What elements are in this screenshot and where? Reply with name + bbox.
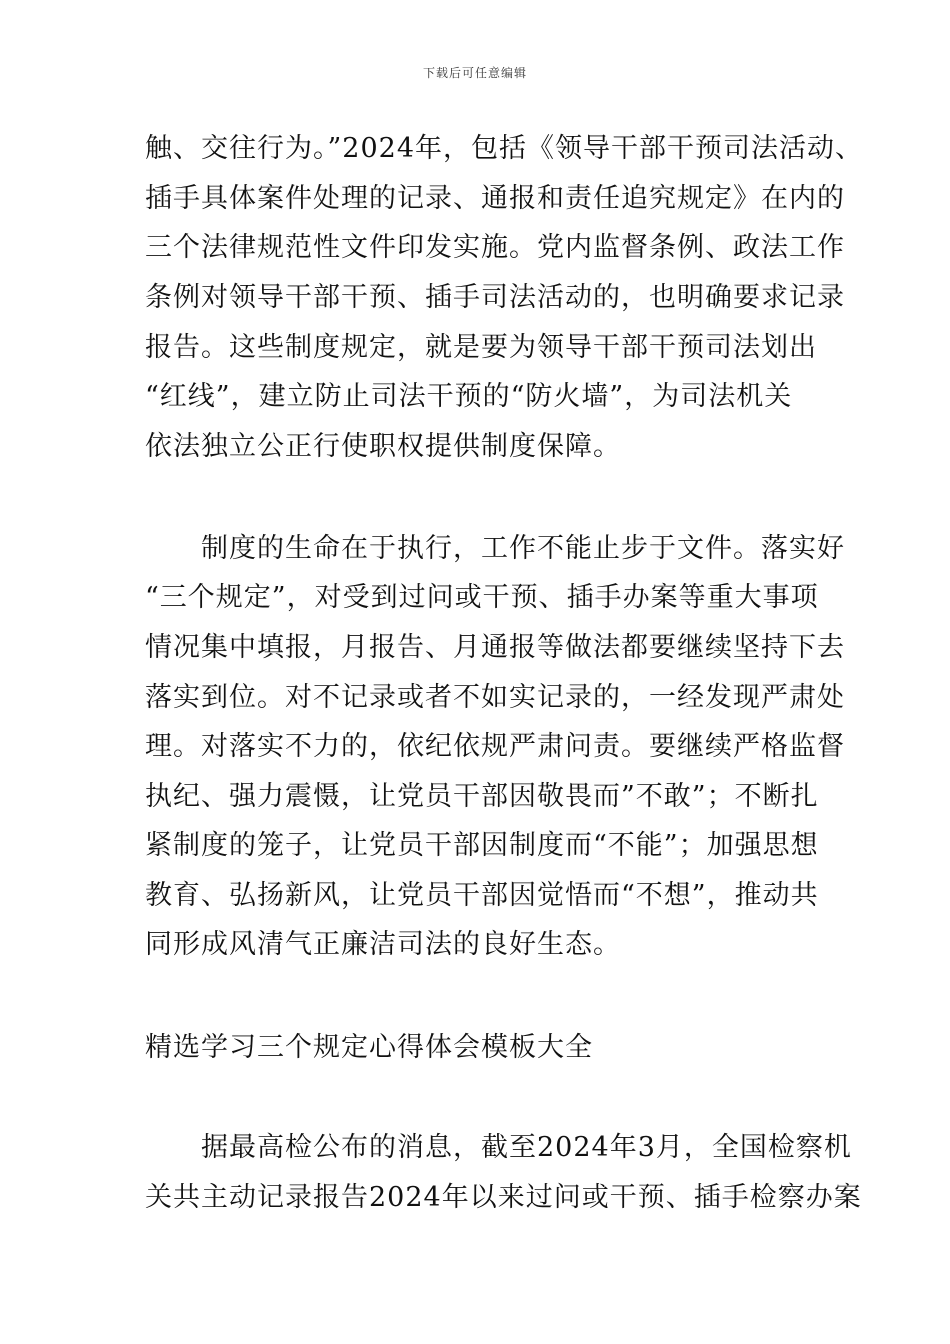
text-line: 同形成风清气正廉洁司法的良好生态。 bbox=[145, 929, 621, 960]
text-line: 依法独立公正行使职权提供制度保障。 bbox=[145, 431, 621, 462]
text-line: “红线”，建立防止司法干预的“防火墙”，为司法机关 bbox=[145, 381, 793, 412]
section-title: 精选学习三个规定心得体会模板大全 bbox=[145, 1032, 593, 1063]
text-line: “三个规定”，对受到过问或干预、插手办案等重大事项 bbox=[145, 582, 819, 613]
text-line: 执纪、强力震慑，让党员干部因敬畏而”不敢”；不断扎 bbox=[145, 781, 819, 812]
text-line: 教育、弘扬新风，让党员干部因觉悟而“不想”，推动共 bbox=[145, 880, 819, 911]
text-line: 插手具体案件处理的记录、通报和责任追究规定》在内的 bbox=[145, 183, 845, 214]
text-line: 关共主动记录报告2024年以来过问或干预、插手检察办案 bbox=[145, 1182, 862, 1213]
text-line: 条例对领导干部干预、插手司法活动的，也明确要求记录 bbox=[145, 282, 845, 313]
text-line: 理。对落实不力的，依纪依规严肃问责。要继续严格监督 bbox=[145, 731, 845, 762]
text-line: 紧制度的笼子，让党员干部因制度而“不能”；加强思想 bbox=[145, 830, 819, 861]
text-line: 触、交往行为。”2024年，包括《领导干部干预司法活动、 bbox=[145, 133, 864, 164]
page-header: 下载后可任意编辑 bbox=[422, 66, 527, 80]
text-line: 落实到位。对不记录或者不如实记录的，一经发现严肃处 bbox=[145, 682, 845, 713]
text-line: 三个法律规范性文件印发实施。党内监督条例、政法工作 bbox=[145, 232, 845, 263]
text-line: 制度的生命在于执行，工作不能止步于文件。落实好 bbox=[145, 533, 845, 564]
text-line: 报告。这些制度规定，就是要为领导干部干预司法划出 bbox=[145, 332, 817, 363]
text-line: 据最高检公布的消息，截至2024年3月，全国检察机 bbox=[145, 1132, 852, 1163]
text-line: 情况集中填报，月报告、月通报等做法都要继续坚持下去 bbox=[145, 632, 845, 663]
